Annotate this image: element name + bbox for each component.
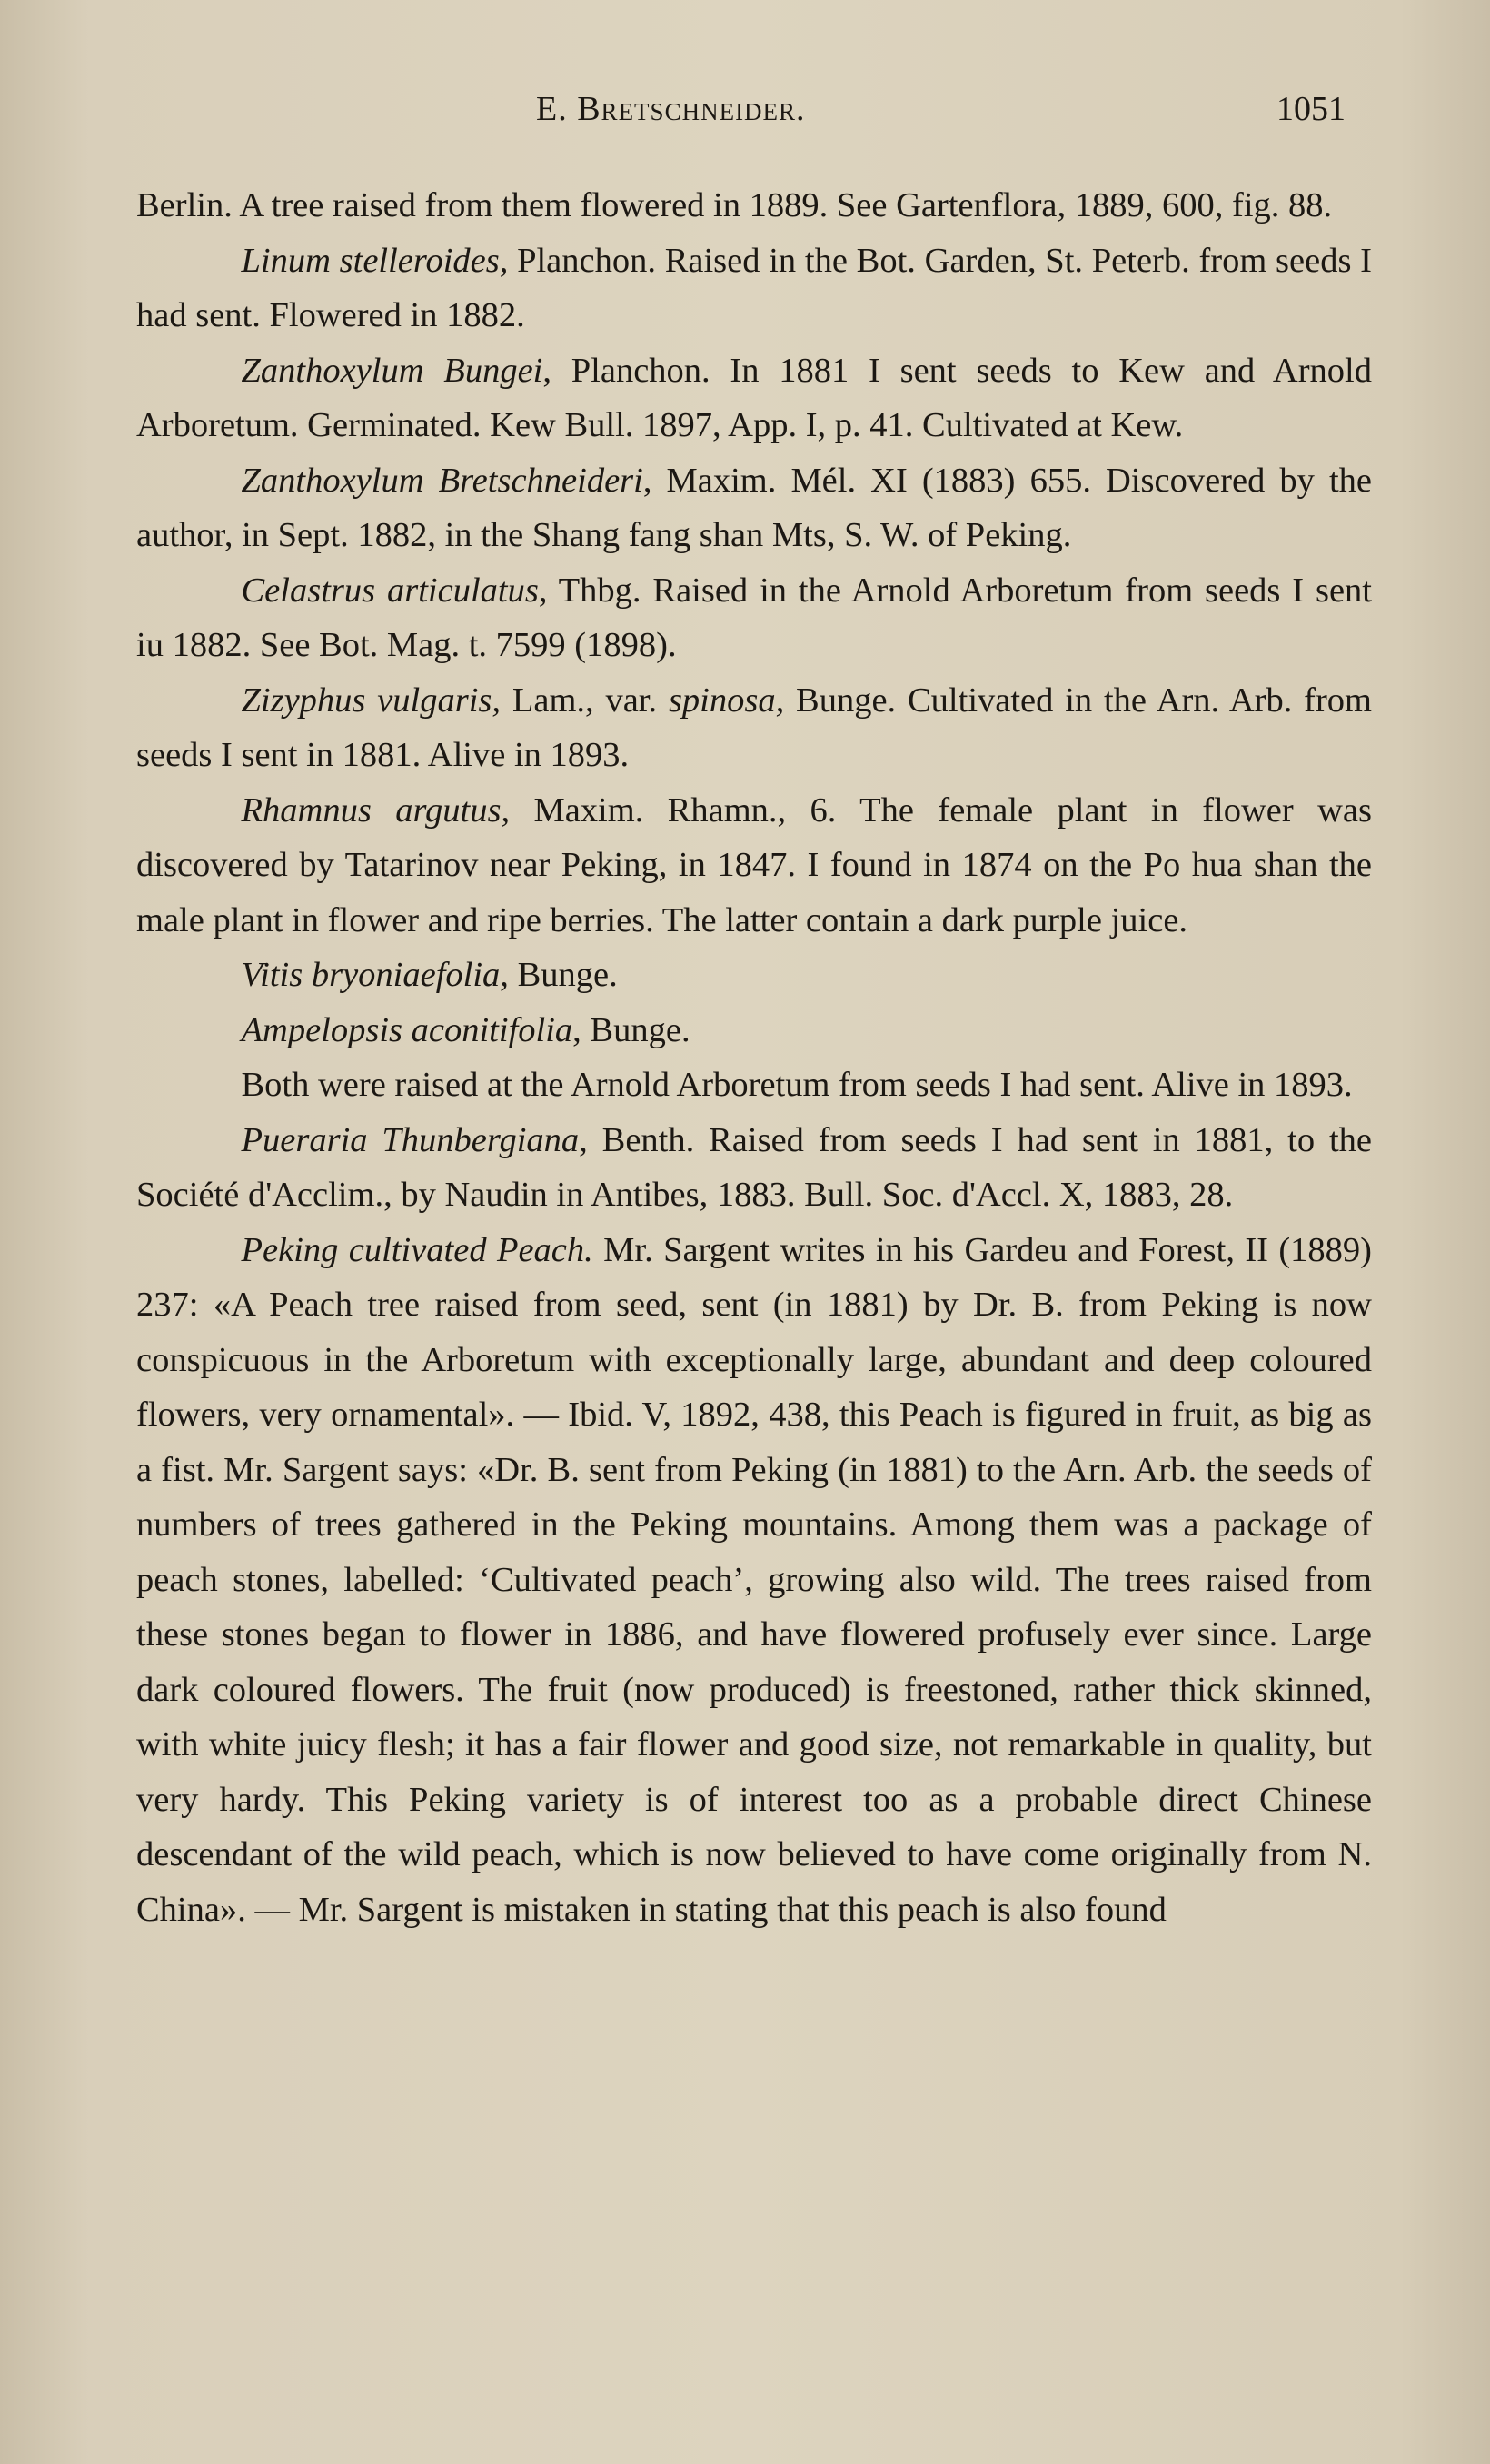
species-name: Linum stelleroides	[241, 241, 500, 280]
paragraph-berlin: Berlin. A tree raised from them flowered in 1889. See Gartenflora, 1889, 600, fig. 88.	[136, 186, 1333, 224]
species-name: Pueraria Thunbergiana	[241, 1120, 580, 1159]
species-name: Celastrus articulatus	[241, 571, 539, 610]
entry-linum-stelleroides: Linum stelleroides, Planchon. Raised in the Bot. Garden, St. Peterb. from seeds I had sent. Flowered in 1882.	[136, 241, 1372, 334]
entry-zanthoxylum-bungei: Zanthoxylum Bungei, Planchon. In 1881 I sent seeds to Kew and Arnold Arboretum. Germinated. Kew Bull. 1897, App. I, p. 41. Cultivated at Kew.	[136, 351, 1372, 444]
species-name: Zanthoxylum Bungei	[241, 351, 543, 390]
running-head	[0, 89, 1490, 144]
running-head-author: E. Bretschneider.	[536, 90, 806, 128]
entry-vitis-bryoniaefolia: Vitis bryoniaefolia, Bunge.	[241, 956, 618, 994]
species-name: Peking cultivated Peach.	[241, 1230, 593, 1269]
entry-ampelopsis-aconitifolia: Ampelopsis aconitifolia, Bunge.	[241, 1010, 690, 1049]
species-name: Zizyphus vulgaris,	[241, 681, 502, 720]
entry-peking-cultivated-peach: Peking cultivated Peach. Mr. Sargent writes in his Gardeu and Forest, II (1889) 237: «A Peach tree raised from seed, sent (in 1881) by Dr. B. from Peking is now conspicuous in the Arboretum with exceptionally large, abundant and deep coloured flowers, very ornamental». — Ibid. V, 1892, 438, this Peach is figured in fruit, as big as a fist. Mr. Sargent says: «Dr. B. sent from Peking (in 1881) to the Arn. Arb. the seeds of numbers of trees gathered in the Peking mountains. Among them was a package of peach stones, labelled: ‘Cultivated peach’, growing also wild. The trees raised from these stones began to flower in 1886, and have flowered profusely ever since. Large dark coloured flowers. The fruit (now produced) is freestoned, rather thick skinned, with white juicy flesh; it has a fair flower and good size, not remarkable in quality, but very hardy. This Peking variety is of interest too as a probable direct Chinese descendant of the wild peach, which is now believed to have come originally from N. China». — Mr. Sargent is mistaken in stating that this peach is also found	[136, 1230, 1372, 1929]
page-number: 1051	[1276, 90, 1346, 128]
species-name: Ampelopsis aconitifolia	[241, 1010, 573, 1049]
species-name: Zanthoxylum Bretschneideri	[241, 461, 643, 500]
entry-celastrus-articulatus: Celastrus articulatus, Thbg. Raised in the Arnold Arboretum from seeds I sent iu 1882. See Bot. Mag. t. 7599 (1898).	[136, 571, 1372, 664]
paragraph-both-raised: Both were raised at the Arnold Arboretum from seeds I had sent. Alive in 1893.	[241, 1066, 1353, 1104]
entry-zanthoxylum-bretschneideri: Zanthoxylum Bretschneideri, Maxim. Mél. XI (1883) 655. Discovered by the author, in Sept. 1882, in the Shang fang shan Mts, S. W. of Peking.	[136, 461, 1372, 554]
species-name: Rhamnus argutus	[241, 790, 502, 830]
entry-pueraria-thunbergiana: Pueraria Thunbergiana, Benth. Raised from seeds I had sent in 1881, to the Société d'Acclim., by Naudin in Antibes, 1883. Bull. Soc. d'Accl. X, 1883, 28.	[136, 1120, 1372, 1214]
entry-rhamnus-argutus: Rhamnus argutus, Maxim. Rhamn., 6. The female plant in flower was discovered by Tatarinov near Peking, in 1847. I found in 1874 on the Po hua shan the male plant in flower and ripe berries. The latter contain a dark purple juice.	[136, 790, 1372, 939]
entry-zizyphus-vulgaris: Zizyphus vulgaris, Lam., var. spinosa, Bunge. Cultivated in the Arn. Arb. from seeds I sent in 1881. Alive in 1893.	[136, 681, 1372, 774]
page-body	[136, 178, 1372, 1937]
variety-name: spinosa,	[668, 681, 785, 720]
species-name: Vitis bryoniaefolia,	[241, 956, 509, 994]
